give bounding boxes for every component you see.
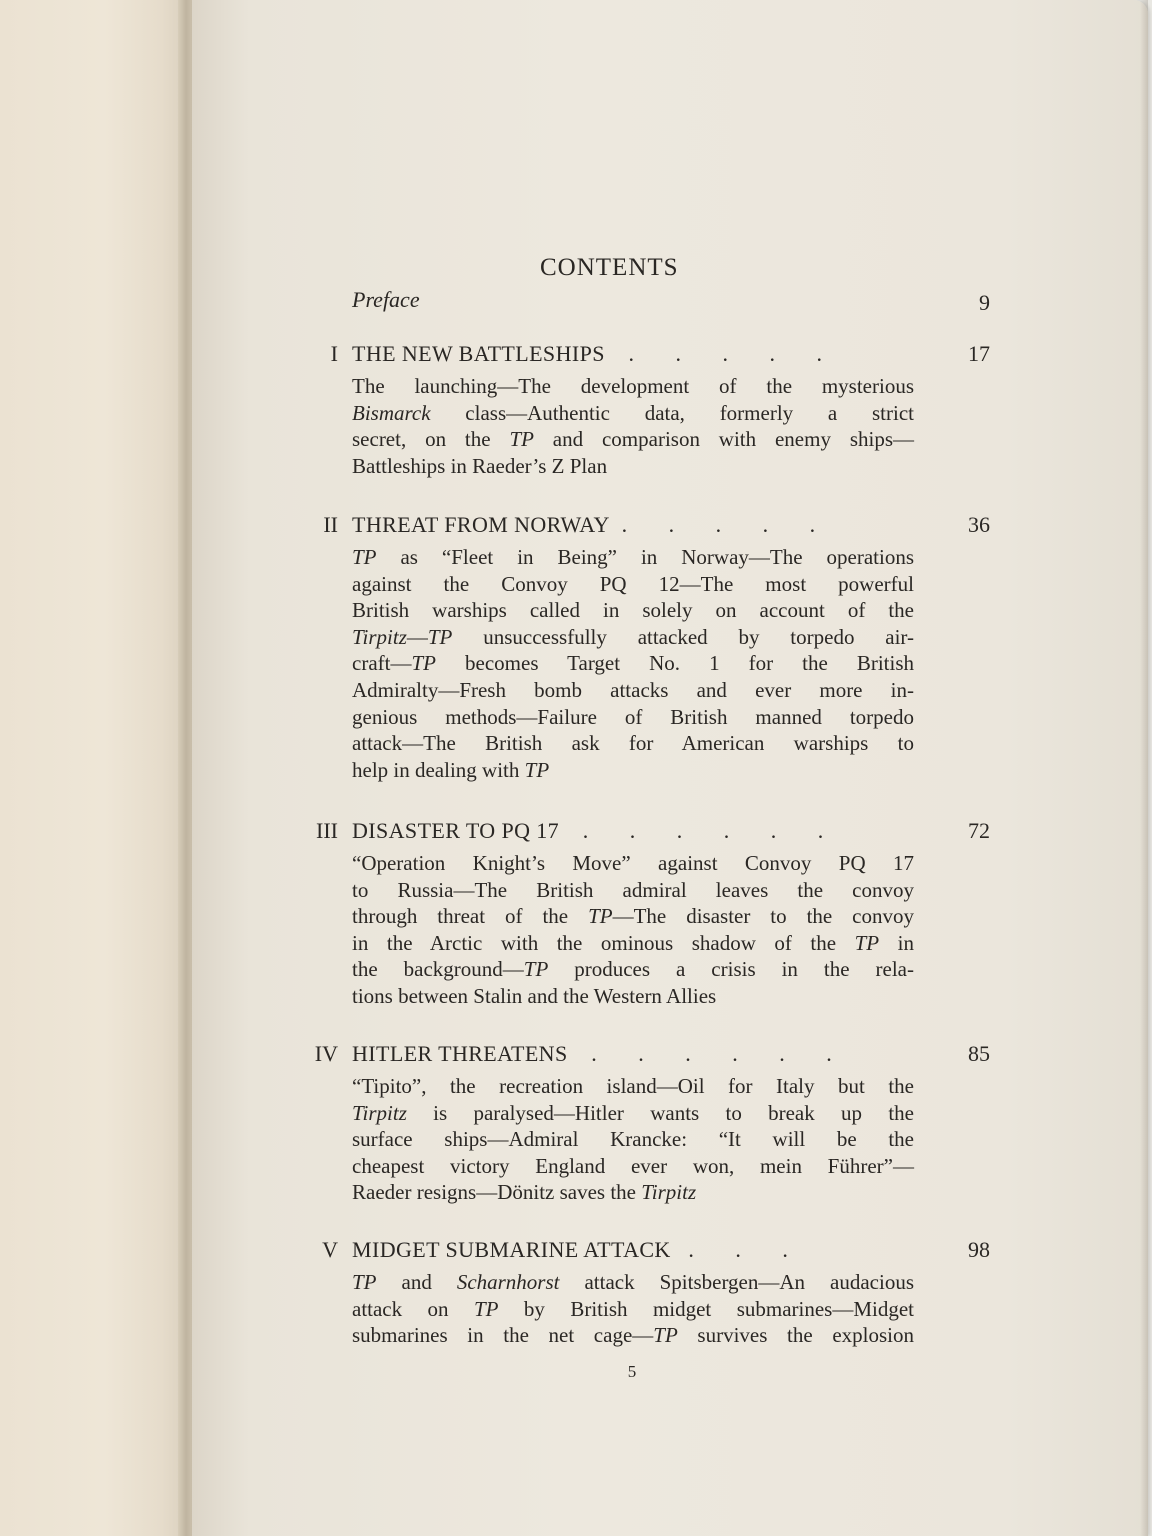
chapter-description <box>352 544 914 783</box>
leader-dots: . . . . . <box>628 341 840 366</box>
description-line: attack—The British ask for American warships to <box>352 731 914 756</box>
leader-dots: . . . . . . <box>591 1041 850 1066</box>
chapter-page: 85 <box>968 1041 990 1066</box>
description-line: Raeder resigns—Dönitz saves the Tirpitz <box>352 1180 697 1205</box>
chapter-description <box>352 1269 914 1349</box>
chapter-title-text: THREAT FROM NORWAY <box>352 512 610 537</box>
chapter-number: III <box>316 818 338 843</box>
chapter-number: II <box>323 512 338 537</box>
contents-heading: CONTENTS <box>540 254 679 281</box>
chapter-page: 36 <box>968 512 990 537</box>
page-number: 5 <box>627 1362 637 1381</box>
chapter-description <box>352 1073 914 1206</box>
description-line: to Russia—The British admiral leaves the convoy <box>352 877 914 902</box>
description-line: Admiralty—Fresh bomb attacks and ever more in- <box>352 677 914 702</box>
chapter-page: 98 <box>968 1237 990 1262</box>
chapter-title-text: DISASTER TO PQ 17 <box>352 818 560 843</box>
description-line: craft—TP becomes Target No. 1 for the British <box>352 651 914 676</box>
chapter-title <box>352 512 916 538</box>
description-line: through threat of the TP—The disaster to the convoy <box>352 904 914 929</box>
chapter-title <box>352 341 916 367</box>
leader-dots: . . . . . . <box>582 818 842 843</box>
description-line: British warships called in solely on account of the <box>352 598 914 623</box>
description-line: submarines in the net cage—TP survives the explosion <box>352 1323 914 1348</box>
description-line: secret, on the TP and comparison with enemy ships— <box>352 427 914 452</box>
chapter-number: I <box>330 341 338 366</box>
preface-page: 9 <box>979 290 990 315</box>
description-line: against the Convoy PQ 12—The most powerful <box>352 571 914 596</box>
description-line: tions between Stalin and the Western Allies <box>352 983 717 1008</box>
chapter-title-text: MIDGET SUBMARINE ATTACK <box>352 1237 671 1262</box>
description-line: Tirpitz is paralysed—Hitler wants to break up the <box>352 1100 914 1125</box>
description-line: Battleships in Raeder’s Z Plan <box>352 453 608 478</box>
description-line: The launching—The development of the mysterious <box>352 374 914 398</box>
chapter-title <box>352 1041 916 1067</box>
preface-label: Preface <box>352 287 420 312</box>
chapter-title-text: THE NEW BATTLESHIPS <box>352 341 605 366</box>
leader-dots: . . . . . <box>621 512 834 537</box>
chapter-title <box>352 818 916 844</box>
chapter-page: 17 <box>968 341 990 366</box>
chapter-description <box>352 373 914 479</box>
leader-dots: . . . <box>688 1237 806 1262</box>
chapter-description <box>352 850 914 1010</box>
description-line: surface ships—Admiral Krancke: “It will be the <box>352 1127 914 1152</box>
description-line: TP as “Fleet in Being” in Norway—The operations <box>352 545 914 569</box>
chapter-title-text: HITLER THREATENS <box>352 1041 568 1066</box>
chapter-number: V <box>322 1237 338 1262</box>
description-line: “Operation Knight’s Move” against Convoy PQ 17 <box>352 851 914 875</box>
description-line: the background—TP produces a crisis in the rela- <box>352 957 914 982</box>
description-line: attack on TP by British midget submarines—Midget <box>352 1296 914 1321</box>
chapter-page: 72 <box>968 818 990 843</box>
description-line: TP and Scharnhorst attack Spitsbergen—An audacious <box>352 1270 914 1294</box>
description-line: cheapest victory England ever won, mein Führer”— <box>352 1153 914 1178</box>
description-line: in the Arctic with the ominous shadow of the TP in <box>352 930 914 955</box>
description-line: Tirpitz—TP unsuccessfully attacked by torpedo air- <box>352 624 914 649</box>
chapter-title <box>352 1237 916 1263</box>
description-line: “Tipito”, the recreation island—Oil for Italy but the <box>352 1074 914 1098</box>
description-line: help in dealing with TP <box>352 757 550 782</box>
description-line: Bismarck class—Authentic data, formerly a strict <box>352 400 914 425</box>
description-line: genious methods—Failure of British manned torpedo <box>352 704 914 729</box>
chapter-number: IV <box>314 1041 338 1066</box>
